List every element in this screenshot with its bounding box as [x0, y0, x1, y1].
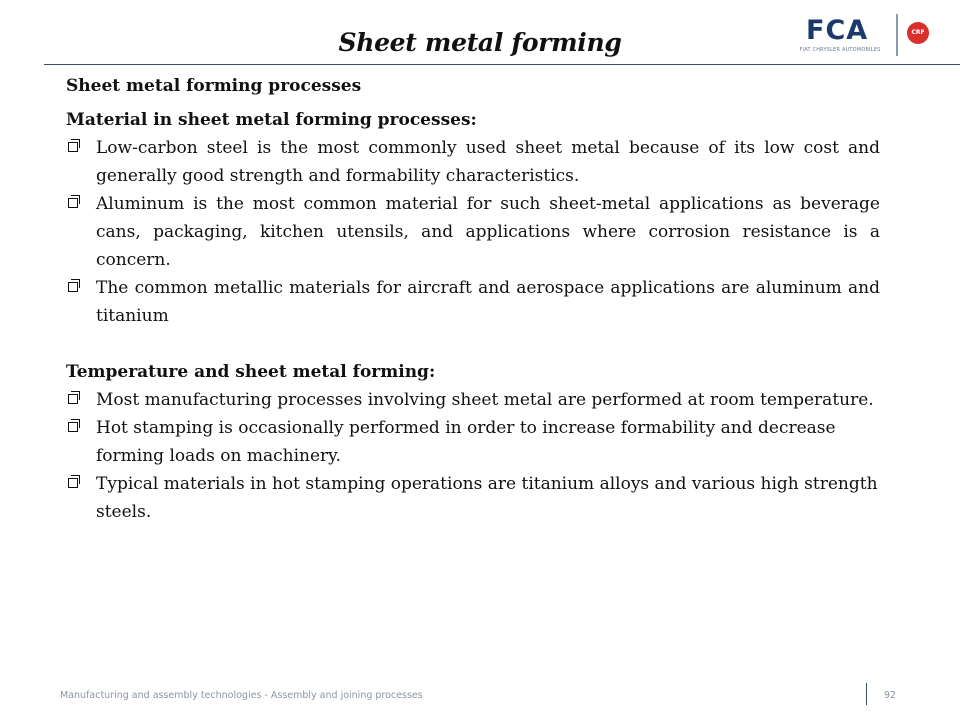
list-item [66, 470, 880, 526]
checkbox-bullet-icon [68, 394, 78, 404]
bullet-text: Aluminum is the most common material for such sheet-metal applications as beverage cans, packaging, kitchen utensils, and applications where corrosion resistance is a concern. [96, 194, 880, 270]
block-title-temperature: Temperature and sheet metal forming: [66, 362, 436, 382]
list-item [66, 190, 880, 274]
footer-text: Manufacturing and assembly technologies - Assembly and joining processes [60, 690, 423, 701]
list-item [66, 134, 880, 190]
slide-content [66, 70, 880, 526]
checkbox-bullet-icon [68, 142, 78, 152]
checkbox-bullet-icon [68, 282, 78, 292]
page-number: 92 [884, 690, 897, 701]
header-rule [44, 64, 960, 65]
fca-logo-subtitle: FIAT CHRYSLER AUTOMOBILES [799, 47, 881, 53]
logo-area [790, 12, 940, 60]
bullet-text: Most manufacturing processes involving sheet metal are performed at room temperature. [96, 390, 874, 410]
bullet-text: Typical materials in hot stamping operations are titanium alloys and various high strength steels. [96, 474, 878, 522]
checkbox-bullet-icon [68, 198, 78, 208]
temperature-bullet-list [66, 386, 880, 526]
fca-logo-icon: FCA [806, 15, 869, 46]
slide-title: Sheet metal forming [338, 28, 622, 57]
footer-divider [866, 683, 867, 705]
bullet-text: The common metallic materials for aircraft and aerospace applications are aluminum and titanium [96, 278, 880, 326]
block-title-material: Material in sheet metal forming processes: [66, 110, 477, 130]
logo-divider [896, 14, 898, 56]
checkbox-bullet-icon [68, 478, 78, 488]
checkbox-bullet-icon [68, 422, 78, 432]
list-item [66, 414, 880, 470]
list-item [66, 274, 880, 330]
bullet-text: Low-carbon steel is the most commonly used sheet metal because of its low cost and generally good strength and formability characteristics. [96, 138, 880, 186]
bullet-text: Hot stamping is occasionally performed in order to increase formability and decrease forming loads on machinery. [96, 418, 836, 466]
material-bullet-list [66, 134, 880, 330]
list-item [66, 386, 880, 414]
crf-logo-icon: CRF [907, 22, 929, 44]
section-title: Sheet metal forming processes [66, 76, 362, 96]
